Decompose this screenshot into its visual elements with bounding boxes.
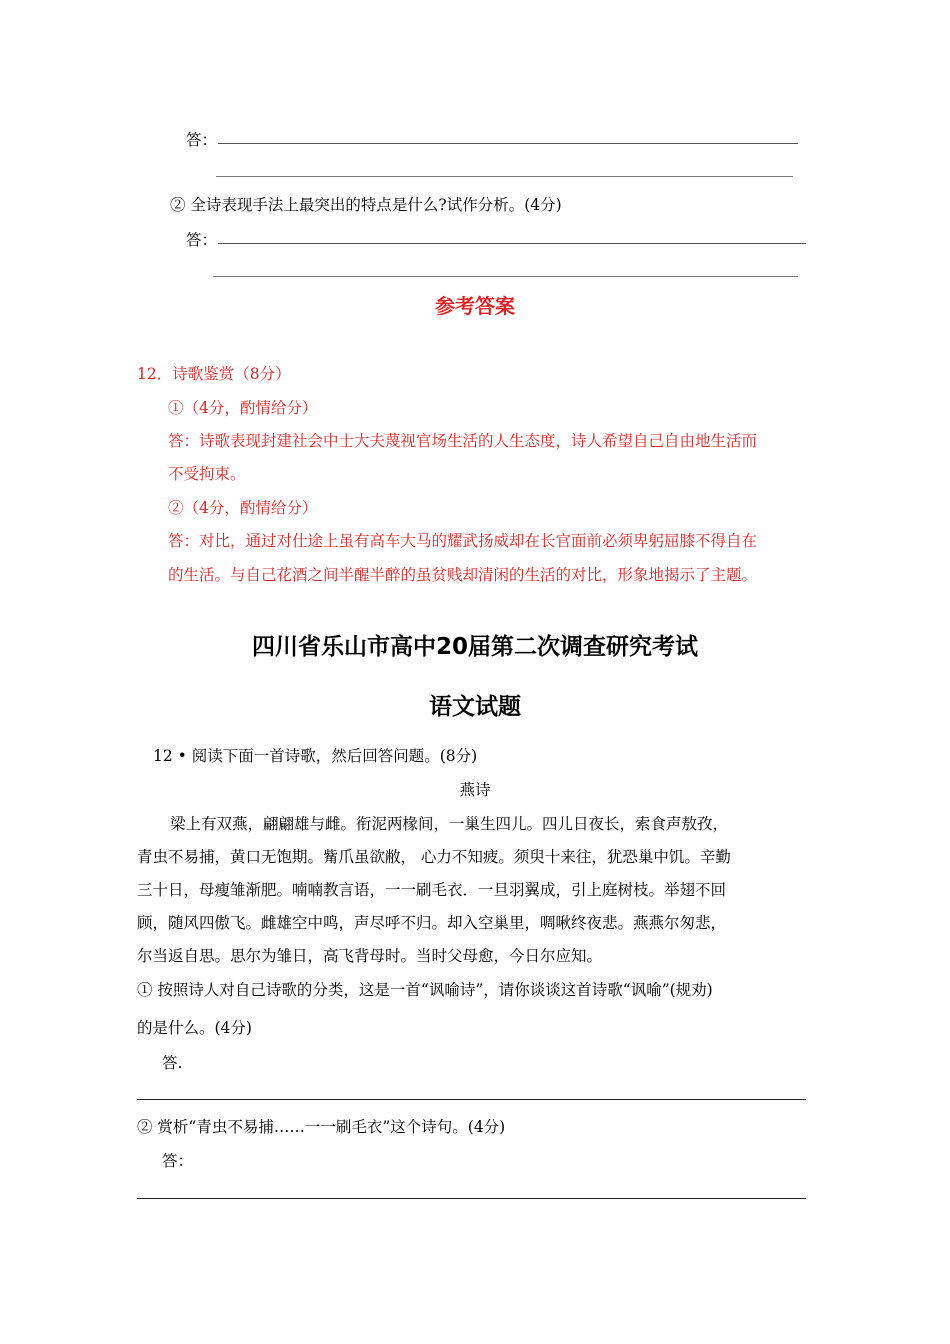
reference-title: 参考答案 <box>435 294 515 318</box>
answer-label: 答. <box>162 1054 183 1072</box>
answer-label: 答： <box>186 131 218 149</box>
reference-sub-2: ②（4分，酌情给分） <box>168 499 318 517</box>
answer-line[interactable] <box>218 243 806 244</box>
exam-title: 四川省乐山市高中20届第二次调查研究考试 <box>251 634 698 660</box>
exam-subtitle: 语文试题 <box>429 694 521 720</box>
answer-line[interactable] <box>218 143 798 144</box>
answer-line[interactable] <box>216 176 793 177</box>
reference-answer-2: 答：对比，通过对仕途上虽有高车大马的耀武扬威却在长官面前必须卑躬屈膝不得自在 <box>168 532 758 550</box>
question-2: ② 全诗表现手法上最突出的特点是什么?试作分析。(4分) <box>170 196 562 214</box>
answer-line[interactable] <box>213 276 798 277</box>
poem-line: 梁上有双燕，翩翩雄与雌。衔泥两椽间，一巢生四儿。四儿日夜长，索食声敖孜， <box>170 815 729 833</box>
reference-answer-1: 答：诗歌表现封建社会中士大夫蔑视官场生活的人生态度，诗人希望自己自由地生活而 <box>168 432 758 450</box>
poem-title: 燕诗 <box>459 781 491 799</box>
poem-line: 顾，随风四傲飞。雌雄空中鸣，声尽呼不归。却入空巢里，啁啾终夜悲。燕燕尔匆悲， <box>137 914 727 932</box>
poem-line: 三十日，母瘦雏渐肥。喃喃教言语，一一刷毛衣．一旦羽翼成，引上庭树枝。举翅不回 <box>137 881 727 899</box>
reference-answer-2: 的生活。与自己花酒之间半醒半醉的虽贫贱却清闲的生活的对比，形象地揭示了主题。 <box>168 566 758 584</box>
sub-question-2: ② 赏析“青虫不易捕……一一刷毛衣”这个诗句。(4分) <box>137 1118 506 1136</box>
poem-line: 尔当返自思。思尔为雏日，高飞背母时。当时父母愈，今日尔应知。 <box>137 947 603 965</box>
answer-line[interactable] <box>137 1198 806 1199</box>
sub-question-1: 的是什么。(4分) <box>137 1019 252 1037</box>
answer-label: 答： <box>186 231 218 249</box>
poem-line: 青虫不易捕，黄口无饱期。觜爪虽欲敝， 心力不知疲。须臾十来往，犹恐巢中饥。辛勤 <box>137 848 731 866</box>
reference-answer-1: 不受拘束。 <box>168 465 246 483</box>
answer-line[interactable] <box>137 1099 806 1100</box>
reference-question: 12．诗歌鉴赏（8分） <box>137 365 291 383</box>
answer-label: 答： <box>162 1152 194 1170</box>
reference-sub-1: ①（4分，酌情给分） <box>168 399 318 417</box>
exam-question: 12 • 阅读下面一首诗歌，然后回答问题。(8分) <box>153 747 478 765</box>
sub-question-1: ① 按照诗人对自己诗歌的分类，这是一首“讽喻诗”，请你谈谈这首诗歌“讽喻”(规劝) <box>137 981 713 999</box>
